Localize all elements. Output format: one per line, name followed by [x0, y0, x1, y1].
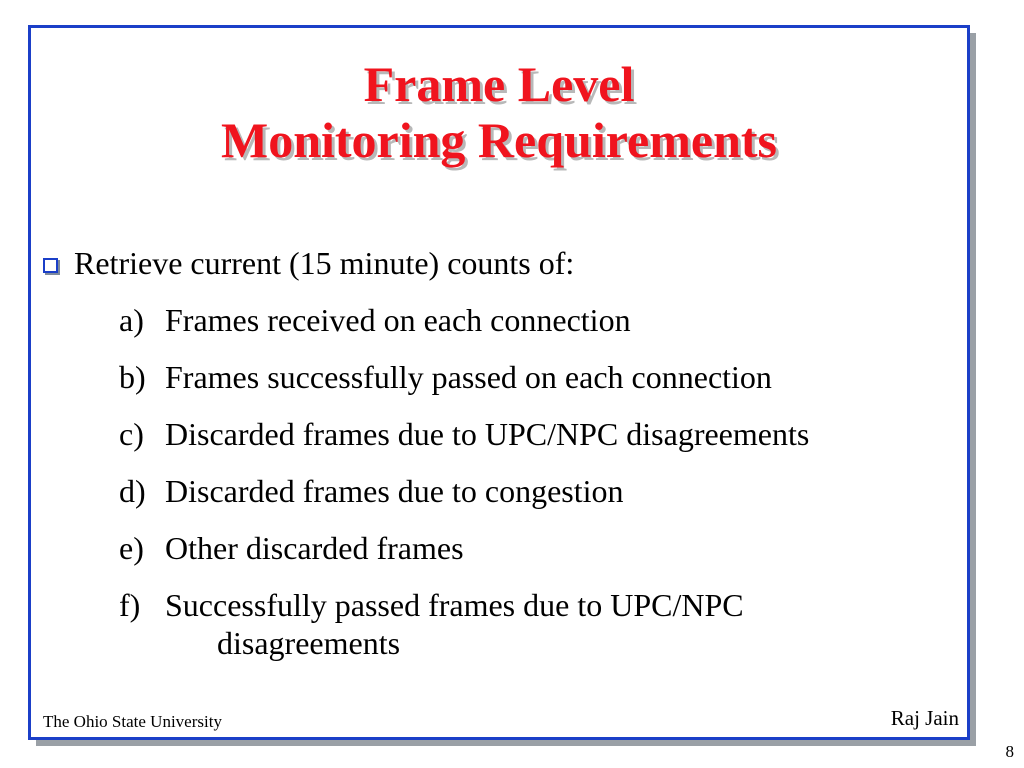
list-item-letter: c): [119, 416, 144, 452]
slide-frame: [28, 25, 970, 740]
list-item-letter: a): [119, 302, 144, 338]
title-line-2: Monitoring Requirements: [221, 112, 777, 168]
list-item-letter: d): [119, 473, 146, 509]
slide-title: [31, 56, 967, 168]
hollow-square-bullet-icon: [43, 258, 58, 273]
list-item-text: Other discarded frames: [165, 530, 464, 566]
list-item-text: Discarded frames due to UPC/NPC disagreements: [165, 416, 810, 452]
list-item: [119, 358, 925, 396]
list-item-text: Successfully passed frames due to UPC/NPC: [165, 587, 744, 623]
list-item: [119, 415, 925, 453]
bullet-text: Retrieve current (15 minute) counts of:: [74, 245, 575, 281]
list-item-continuation: disagreements: [217, 625, 401, 661]
sub-item-list: [119, 301, 925, 681]
list-item-letter: e): [119, 530, 144, 566]
list-item: [119, 301, 925, 339]
bullet-point: [41, 243, 574, 283]
title-line-1: Frame Level: [363, 56, 635, 112]
page-number: 8: [1005, 742, 1014, 761]
list-item: [119, 586, 925, 662]
list-item: [119, 529, 925, 567]
list-item-letter: b): [119, 359, 146, 395]
footer-author: Raj Jain: [890, 706, 959, 730]
list-item-text-block: [165, 586, 925, 662]
list-item-letter: f): [119, 587, 141, 623]
list-item-text: Frames successfully passed on each connection: [165, 359, 772, 395]
list-item: [119, 472, 925, 510]
list-item-text: Discarded frames due to congestion: [165, 473, 624, 509]
footer-institution: The Ohio State University: [43, 712, 222, 731]
list-item-text: Frames received on each connection: [165, 302, 631, 338]
